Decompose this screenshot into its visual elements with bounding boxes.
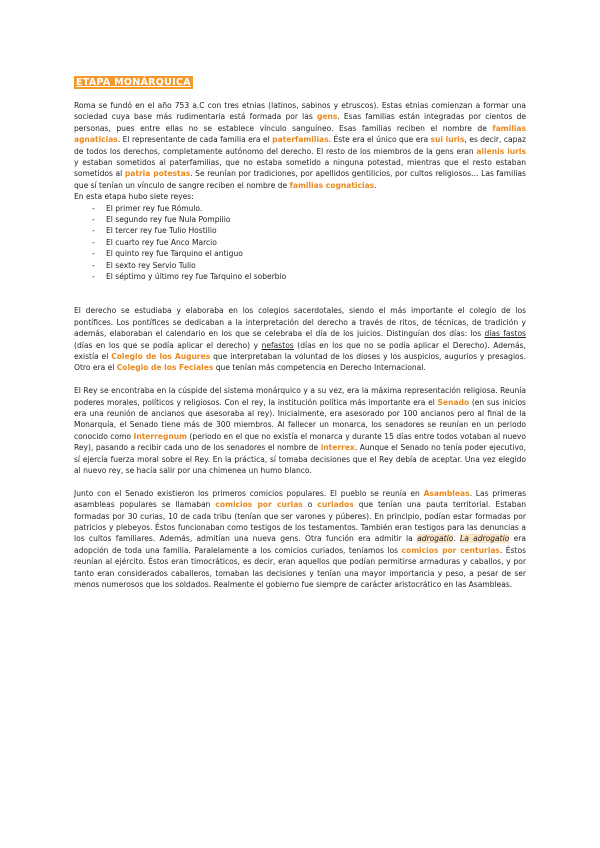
term-dias-fastos: días fastos <box>484 329 526 339</box>
list-item: - El tercer rey fue Tulio Hostilio <box>92 225 526 236</box>
keyword-interrex: interrex <box>320 443 355 453</box>
keyword-patria-potestas: patria potestas <box>124 169 191 179</box>
keyword-comicios-por-curias: comicios por curias <box>215 500 303 510</box>
keyword-comicios-por-centurias: comicios por centurias <box>401 545 500 555</box>
keyword-senado: Senado <box>437 397 470 407</box>
list-item: - El sexto rey Servio Tulio <box>92 260 526 271</box>
section-title: ETAPA MONÁRQUICA <box>76 77 191 88</box>
keyword-familias-agnaticias: familias agnaticias <box>74 123 526 145</box>
document-page <box>74 76 526 590</box>
list-item: - El quinto rey fue Tarquino el antiguo <box>92 248 526 259</box>
keyword-sui-iuris: sui iuris <box>430 135 465 145</box>
term-adrogatio: adrogatio <box>417 534 454 544</box>
keyword-interregnum: Interregnum <box>133 431 187 441</box>
list-item: - El primer rey fue Rómulo. <box>92 203 526 214</box>
paragraph-assemblies: Junto con el Senado existieron los primeros comicios populares. El pueblo se reunía en Asambleas. Las primeras asambleas populares se llamaban comicios por curias o curiados que tenían una pauta territorial. Estaban formadas por 30 curias, 10 de cada tribu (tenían que ser varones y púberes). En principio, podían estar formadas por patricios y plebeyos. Éstos funcionaban como testigos de los testamentos. También eran testigos para las denuncias a los cultos familiares. Además, admitían una nueva gens. Otra función era admitir la adrogatio. La adrogatio era adopción de toda una familia. Paralelamente a los comicios curiados, teníamos los comicios por centurias. Éstos reunían al ejército. Éstos eran timocráticos, es decir, eran aquellos que podían permitirse armaduras y caballos, y por tanto eran considerados caballeros, tomaban las decisiones y tenían una mayor importancia y peso, a pesar de ser menos numerosos que los soldados. Realmente el gobierno fue siempre de carácter aristocrático en las Asambleas. <box>74 488 527 589</box>
keyword-paterfamilias: paterfamilias <box>272 135 329 145</box>
keyword-familias-cognaticias: familias cognaticias <box>289 180 375 190</box>
keyword-colegio-augures: Colegio de los Augures <box>111 351 211 361</box>
keyword-alienis-iuris: alienis iuris <box>476 146 526 156</box>
kings-intro: En esta etapa hubo siete reyes: <box>74 192 194 202</box>
keyword-asambleas: Asambleas <box>423 488 470 498</box>
keyword-gens: gens <box>316 112 338 122</box>
list-item: - El segundo rey fue Nula Pompilio <box>92 214 526 225</box>
keyword-colegio-feciales: Colegio de los Feciales <box>116 363 214 373</box>
paragraph-king-senate: El Rey se encontraba en la cúspide del sistema monárquico y a su vez, era la máxima representación religiosa. Reunía poderes morales, políticos y religiosos. Con el rey, la institución política más importante era el Senado (en sus inicios era una reunión de ancianos que asesoraba al rey). Inicialmente, era asesorado por 100 ancianos pero al final de la Monarquía, el Senado tiene más de 300 miembros. Al fallecer un monarca, los senadores se reunían en un periodo conocido como Interregnum (periodo en el que no existía el monarca y durante 15 días entre todos votaban al nuevo Rey), pasando a recibir cada uno de los senadores el nombre de interrex. Aunque el Senado no tenía poder ejecutivo, sí ejercía fuerza moral sobre el Rey. En la práctica, sí tomaba decisiones que el Rey debía de aceptar. Una vez elegido al nuevo rey, se hacía salir por una chimenea un humo blanco. <box>74 386 526 475</box>
keyword-curiados: curiados <box>317 500 354 510</box>
paragraph-law-colleges: El derecho se estudiaba y elaboraba en los colegios sacerdotales, siendo el más importante el colegio de los pontífices. Los pontífices se dedicaban a la interpretación del derecho a través de ritos, de técnicas, de tradición y además, elaboraban el calendario en los que se celebraba el día de los juicios. Distinguían dos días: los días fastos (días en los que se podía aplicar el derecho) y nefastos (días en los que no se podía aplicar el Derecho). Además, existía el Colegio de los Augures que interpretaban la voluntad de los dioses y los auspicios, augurios y presagios. Otro era el Colegio de los Feciales que tenían más competencia en Derecho Internacional. <box>74 306 526 373</box>
term-la-adrogatio: La adrogatio <box>460 534 510 544</box>
list-item: - El séptimo y último rey fue Tarquino el soberbio <box>92 271 526 282</box>
term-nefastos: nefastos <box>261 340 294 350</box>
list-item: - El cuarto rey fue Anco Marcio <box>92 237 526 248</box>
kings-list <box>74 203 526 283</box>
paragraph-origins: Roma se fundó en el año 753 a.C con tres etnias (latinos, sabinos y etruscos). Estas etnias comienzan a formar una sociedad cuya base más rudimentaria está formada por las gens. Esas familias están integradas por cientos de personas, pues entre ellas no se establece vínculo sanguíneo. Esas familias reciben el nombre de familias agnaticias. El representante de cada familia era el paterfamilias. Éste era el único que era sui iuris, es decir, capaz de todos los derechos, completamente autónomo del derecho. El resto de los miembros de la gens eran alienis iuris y estaban sometidos al paterfamilias, que no estaba sometido a ninguna potestad, mientras que el resto estaban sometidos al patria potestas. Se reunían por tradiciones, por apellidos gentilicios, por cultos religiosos… Las familias que sí tenían un vínculo de sangre reciben el nombre de familias cognaticias. <box>74 101 527 190</box>
